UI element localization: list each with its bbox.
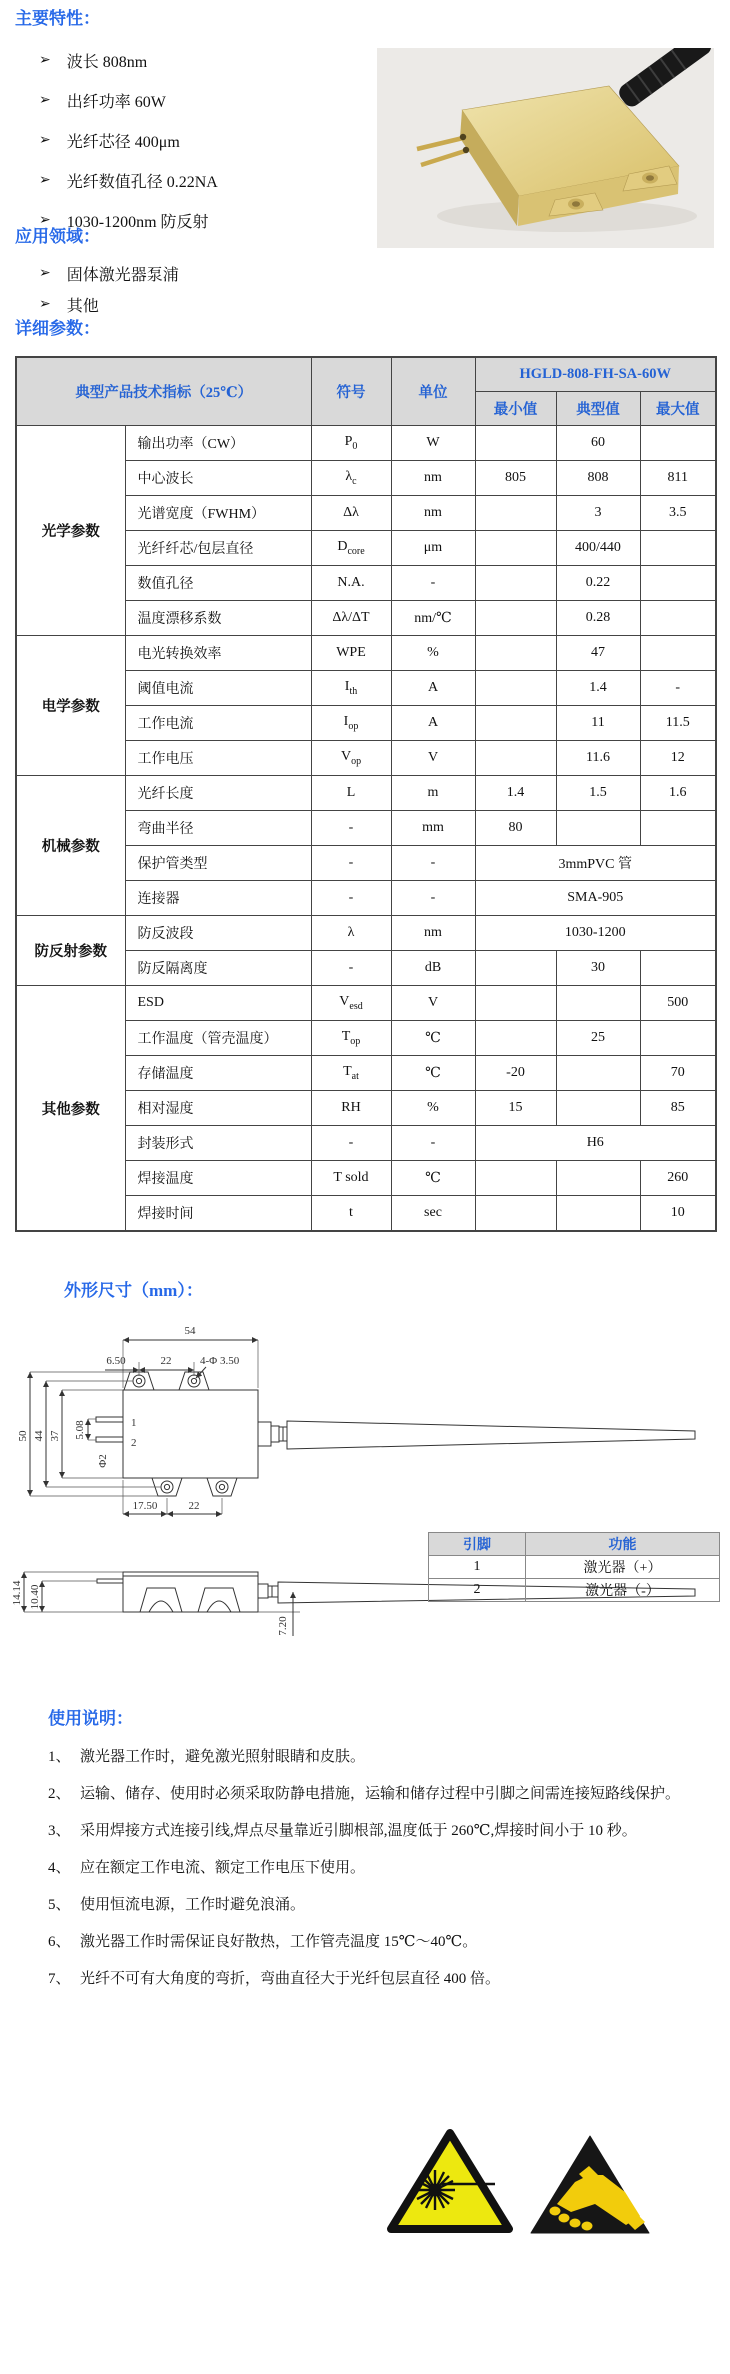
spec-header-min: 最小值 xyxy=(475,392,556,426)
spec-table xyxy=(15,356,717,1232)
param-unit: nm/℃ xyxy=(391,601,475,636)
param-max: 3.5 xyxy=(640,496,716,531)
param-typ: 47 xyxy=(556,636,640,671)
param-symbol: $T_{op}$ xyxy=(311,1021,391,1056)
param-symbol: - xyxy=(311,881,391,916)
param-name: 保护管类型 xyxy=(125,846,311,881)
dim-label: 22 xyxy=(188,1500,200,1512)
param-symbol: $V_{esd}$ xyxy=(311,986,391,1021)
details-heading: 详细参数： xyxy=(15,319,100,338)
dim-label: 7.20 xyxy=(277,1616,289,1636)
list-item xyxy=(15,289,179,320)
param-merged-value: 1030-1200 xyxy=(475,916,716,951)
param-unit: - xyxy=(391,1126,475,1161)
param-unit: - xyxy=(391,566,475,601)
item-number: 3、 xyxy=(48,1823,71,1839)
usage-heading: 使用说明： xyxy=(48,1709,133,1728)
param-merged-value: 3mmPVC 管 xyxy=(475,846,716,881)
param-name: 封装形式 xyxy=(125,1126,311,1161)
param-typ xyxy=(556,986,640,1021)
param-typ: 1.5 xyxy=(556,776,640,811)
param-unit: sec xyxy=(391,1196,475,1232)
list-item xyxy=(48,1818,708,1844)
param-name: 工作电压 xyxy=(125,741,311,776)
table-row xyxy=(429,1579,720,1602)
param-symbol: $\lambda_c$ xyxy=(311,461,391,496)
param-symbol: $D_{core}$ xyxy=(311,531,391,566)
param-min xyxy=(475,1196,556,1232)
table-row xyxy=(16,916,716,951)
item-number: 2、 xyxy=(48,1786,71,1802)
list-item xyxy=(15,258,179,289)
param-name: 防反隔离度 xyxy=(125,951,311,986)
arrow-bullet-icon: ➢ xyxy=(39,212,51,228)
param-name: 弯曲半径 xyxy=(125,811,311,846)
list-item xyxy=(15,160,218,200)
param-symbol: T sold xyxy=(311,1161,391,1196)
laser-module-illustration xyxy=(377,48,714,248)
list-item xyxy=(48,1966,708,1992)
item-number: 7、 xyxy=(48,1971,71,1987)
param-symbol: - xyxy=(311,1126,391,1161)
item-text: 运输、储存、使用时必须采取防静电措施，运输和储存过程中引脚之间需连接短路线保护。 xyxy=(80,1786,681,1802)
usage-section xyxy=(48,1708,708,2003)
param-symbol: WPE xyxy=(311,636,391,671)
dim-label: 54 xyxy=(184,1325,196,1337)
param-name: 输出功率（CW） xyxy=(125,426,311,461)
param-name: 工作电流 xyxy=(125,706,311,741)
param-name: 光谱宽度（FWHM） xyxy=(125,496,311,531)
param-unit: A xyxy=(391,671,475,706)
param-typ: 0.28 xyxy=(556,601,640,636)
param-group-label: 光学参数 xyxy=(16,426,125,636)
arrow-bullet-icon: ➢ xyxy=(39,92,51,108)
list-item xyxy=(48,1781,708,1807)
param-typ: 11.6 xyxy=(556,741,640,776)
pin-table-header-pin: 引脚 xyxy=(429,1533,526,1556)
param-symbol: λ xyxy=(311,916,391,951)
param-max xyxy=(640,636,716,671)
pin-table-header-function: 功能 xyxy=(526,1533,720,1556)
list-item xyxy=(15,40,218,80)
feature-text: 光纤芯径 400μm xyxy=(66,133,180,151)
param-symbol: L xyxy=(311,776,391,811)
param-unit: nm xyxy=(391,916,475,951)
param-unit: nm xyxy=(391,461,475,496)
pin-table xyxy=(428,1532,720,1602)
param-max: 11.5 xyxy=(640,706,716,741)
param-min xyxy=(475,496,556,531)
table-row xyxy=(16,776,716,811)
param-unit: m xyxy=(391,776,475,811)
applications-heading: 应用领域： xyxy=(15,227,100,246)
dim-label: 4-Φ 3.50 xyxy=(200,1355,240,1367)
laser-warning-icon xyxy=(385,2126,515,2238)
param-typ: 3 xyxy=(556,496,640,531)
param-name: ESD xyxy=(125,986,311,1021)
feature-text: 波长 808nm xyxy=(66,53,148,71)
product-photo xyxy=(377,48,714,248)
pin-function: 激光器（+） xyxy=(526,1556,720,1579)
param-typ xyxy=(556,1091,640,1126)
param-typ xyxy=(556,1056,640,1091)
table-row xyxy=(16,426,716,461)
param-typ: 60 xyxy=(556,426,640,461)
table-row xyxy=(16,986,716,1021)
param-unit: - xyxy=(391,881,475,916)
param-unit: % xyxy=(391,636,475,671)
param-max xyxy=(640,531,716,566)
param-max: 260 xyxy=(640,1161,716,1196)
param-merged-value: H6 xyxy=(475,1126,716,1161)
param-unit: - xyxy=(391,846,475,881)
param-typ: 0.22 xyxy=(556,566,640,601)
param-typ: 1.4 xyxy=(556,671,640,706)
param-name: 相对湿度 xyxy=(125,1091,311,1126)
param-unit: % xyxy=(391,1091,475,1126)
param-max: 85 xyxy=(640,1091,716,1126)
feature-text: 1030-1200nm 防反射 xyxy=(66,213,209,231)
param-unit: ℃ xyxy=(391,1021,475,1056)
param-typ: 25 xyxy=(556,1021,640,1056)
param-max: 500 xyxy=(640,986,716,1021)
item-text: 光纤不可有大角度的弯折，弯曲直径大于光纤包层直径 400 倍。 xyxy=(80,1971,501,1987)
param-merged-value: SMA-905 xyxy=(475,881,716,916)
param-unit: V xyxy=(391,986,475,1021)
param-name: 阈值电流 xyxy=(125,671,311,706)
spec-header-unit: 单位 xyxy=(391,357,475,426)
param-typ xyxy=(556,811,640,846)
usage-list xyxy=(48,1744,708,1992)
param-min xyxy=(475,986,556,1021)
param-symbol: $I_{op}$ xyxy=(311,706,391,741)
param-unit: A xyxy=(391,706,475,741)
param-name: 连接器 xyxy=(125,881,311,916)
list-item xyxy=(48,1744,708,1770)
param-max xyxy=(640,1021,716,1056)
param-max xyxy=(640,951,716,986)
dim-label: 22 xyxy=(160,1355,172,1367)
item-text: 采用焊接方式连接引线,焊点尽量靠近引脚根部,温度低于 260℃,焊接时间小于 10 秒。 xyxy=(80,1823,637,1839)
dimensions-heading: 外形尺寸（mm）： xyxy=(64,1281,203,1300)
pin-number: 2 xyxy=(429,1579,526,1602)
item-number: 1、 xyxy=(48,1749,71,1765)
param-symbol: Δλ xyxy=(311,496,391,531)
param-min xyxy=(475,601,556,636)
item-text: 激光器工作时，避免激光照射眼睛和皮肤。 xyxy=(80,1749,366,1765)
param-min xyxy=(475,636,556,671)
spec-header-symbol: 符号 xyxy=(311,357,391,426)
list-item xyxy=(48,1929,708,1955)
item-text: 激光器工作时需保证良好散热，工作管壳温度 15℃～40℃。 xyxy=(80,1934,478,1950)
param-symbol: - xyxy=(311,951,391,986)
param-typ: 808 xyxy=(556,461,640,496)
param-min xyxy=(475,706,556,741)
param-min xyxy=(475,531,556,566)
param-name: 工作温度（管壳温度） xyxy=(125,1021,311,1056)
item-number: 5、 xyxy=(48,1897,71,1913)
param-max: 70 xyxy=(640,1056,716,1091)
param-min: 80 xyxy=(475,811,556,846)
param-min xyxy=(475,1161,556,1196)
features-section xyxy=(15,8,218,240)
spec-header-model: HGLD-808-FH-SA-60W xyxy=(475,357,716,392)
application-text: 固体激光器泵浦 xyxy=(66,267,179,284)
param-unit: W xyxy=(391,426,475,461)
param-symbol: N.A. xyxy=(311,566,391,601)
param-unit: V xyxy=(391,741,475,776)
esd-warning-icon xyxy=(527,2132,653,2237)
arrow-bullet-icon: ➢ xyxy=(39,132,51,148)
param-name: 光纤纤芯/包层直径 xyxy=(125,531,311,566)
item-text: 使用恒流电源，工作时避免浪涌。 xyxy=(80,1897,306,1913)
param-name: 光纤长度 xyxy=(125,776,311,811)
param-max xyxy=(640,601,716,636)
param-typ: 30 xyxy=(556,951,640,986)
param-min xyxy=(475,1021,556,1056)
param-unit: ℃ xyxy=(391,1056,475,1091)
param-symbol: $P_0$ xyxy=(311,426,391,461)
dim-label: 17.50 xyxy=(132,1500,158,1512)
param-typ: 400/440 xyxy=(556,531,640,566)
param-symbol: RH xyxy=(311,1091,391,1126)
param-symbol: t xyxy=(311,1196,391,1232)
param-max: 811 xyxy=(640,461,716,496)
features-heading: 主要特性： xyxy=(15,9,100,28)
spec-header-max: 最大值 xyxy=(640,392,716,426)
param-group-label: 其他参数 xyxy=(16,986,125,1232)
param-name: 中心波长 xyxy=(125,461,311,496)
param-typ xyxy=(556,1161,640,1196)
table-row xyxy=(16,636,716,671)
param-min xyxy=(475,741,556,776)
dim-label: 44 xyxy=(33,1430,45,1442)
param-min: -20 xyxy=(475,1056,556,1091)
param-min xyxy=(475,426,556,461)
pin-function: 激光器（-） xyxy=(526,1579,720,1602)
param-max xyxy=(640,426,716,461)
param-typ: 11 xyxy=(556,706,640,741)
param-name: 数值孔径 xyxy=(125,566,311,601)
param-unit: ℃ xyxy=(391,1161,475,1196)
param-name: 焊接时间 xyxy=(125,1196,311,1232)
param-unit: dB xyxy=(391,951,475,986)
param-typ xyxy=(556,1196,640,1232)
spec-table-head xyxy=(16,357,716,426)
application-text: 其他 xyxy=(66,298,99,315)
dim-label: 50 xyxy=(17,1430,29,1442)
param-min: 805 xyxy=(475,461,556,496)
param-max: 10 xyxy=(640,1196,716,1232)
list-item xyxy=(48,1855,708,1881)
applications-list xyxy=(15,258,179,320)
arrow-bullet-icon: ➢ xyxy=(39,266,51,281)
param-min xyxy=(475,671,556,706)
item-number: 6、 xyxy=(48,1934,71,1950)
features-list xyxy=(15,40,218,240)
arrow-bullet-icon: ➢ xyxy=(39,52,51,68)
param-symbol: - xyxy=(311,811,391,846)
spec-header-param: 典型产品技术指标（25℃） xyxy=(16,357,311,426)
param-name: 电光转换效率 xyxy=(125,636,311,671)
param-min xyxy=(475,566,556,601)
spec-table-body xyxy=(16,426,716,1232)
param-max xyxy=(640,811,716,846)
dim-label: 14.14 xyxy=(11,1580,23,1606)
param-name: 防反波段 xyxy=(125,916,311,951)
param-group-label: 电学参数 xyxy=(16,636,125,776)
list-item xyxy=(48,1892,708,1918)
dimension-drawing xyxy=(0,1318,730,1708)
list-item xyxy=(15,80,218,120)
param-group-label: 机械参数 xyxy=(16,776,125,916)
param-symbol: Δλ/ΔT xyxy=(311,601,391,636)
param-symbol: $I_{th}$ xyxy=(311,671,391,706)
param-unit: mm xyxy=(391,811,475,846)
arrow-bullet-icon: ➢ xyxy=(39,297,51,312)
item-text: 应在额定工作电流、额定工作电压下使用。 xyxy=(80,1860,366,1876)
list-item xyxy=(15,120,218,160)
feature-text: 出纤功率 60W xyxy=(66,93,166,111)
feature-text: 光纤数值孔径 0.22NA xyxy=(66,173,218,191)
applications-section xyxy=(15,226,179,320)
table-row xyxy=(429,1556,720,1579)
param-unit: μm xyxy=(391,531,475,566)
param-min xyxy=(475,951,556,986)
param-group-label: 防反射参数 xyxy=(16,916,125,986)
dim-label: Φ2 xyxy=(97,1454,109,1468)
arrow-bullet-icon: ➢ xyxy=(39,172,51,188)
spec-header-typ: 典型值 xyxy=(556,392,640,426)
pin-number: 1 xyxy=(429,1556,526,1579)
param-min: 15 xyxy=(475,1091,556,1126)
pin-label: 2 xyxy=(131,1437,137,1449)
param-max xyxy=(640,566,716,601)
dim-label: 37 xyxy=(49,1430,61,1442)
param-symbol: $T_{at}$ xyxy=(311,1056,391,1091)
param-min: 1.4 xyxy=(475,776,556,811)
param-max: - xyxy=(640,671,716,706)
param-name: 温度漂移系数 xyxy=(125,601,311,636)
pin-label: 1 xyxy=(131,1417,137,1429)
item-number: 4、 xyxy=(48,1860,71,1876)
param-unit: nm xyxy=(391,496,475,531)
param-max: 12 xyxy=(640,741,716,776)
param-symbol: $V_{op}$ xyxy=(311,741,391,776)
dim-label: 10.40 xyxy=(29,1584,41,1610)
dim-label: 5.08 xyxy=(74,1420,86,1440)
param-name: 焊接温度 xyxy=(125,1161,311,1196)
param-name: 存储温度 xyxy=(125,1056,311,1091)
param-symbol: - xyxy=(311,846,391,881)
dim-label: 6.50 xyxy=(106,1355,126,1367)
pin-table-body xyxy=(429,1556,720,1602)
param-max: 1.6 xyxy=(640,776,716,811)
